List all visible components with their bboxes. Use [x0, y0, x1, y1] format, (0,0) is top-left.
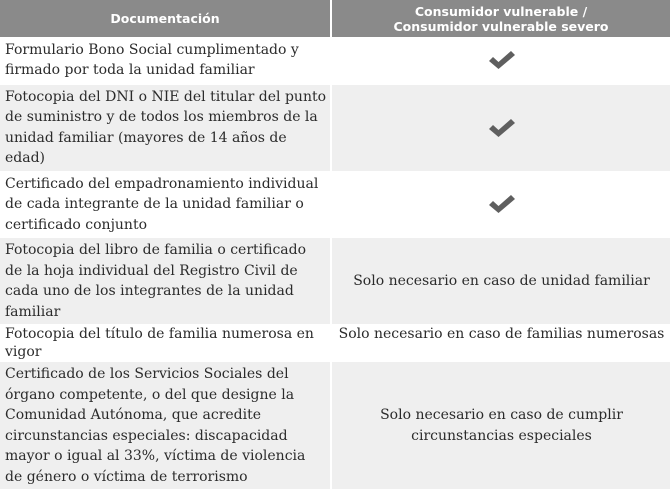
table-header-row — [0, 0, 670, 37]
requirement-cell: Solo necesario en caso de cumplir circunstancias especiales — [331, 362, 670, 490]
requirement-cell — [331, 84, 670, 171]
header-consumer-type — [331, 0, 670, 37]
requirement-cell: Solo necesario en caso de familias numerosas — [331, 325, 670, 362]
requirement-cell: Solo necesario en caso de unidad familiar — [331, 238, 670, 325]
document-cell: Fotocopia del título de familia numerosa en vigor — [0, 325, 331, 362]
check-icon — [487, 193, 517, 215]
table-row — [0, 37, 670, 84]
header-consumer-line2: Consumidor vulnerable severo — [393, 18, 609, 34]
header-documentation — [0, 0, 331, 37]
table-row — [0, 362, 670, 490]
check-icon — [487, 117, 517, 139]
table-row — [0, 171, 670, 238]
header-consumer-line1: Consumidor vulnerable / — [414, 3, 588, 19]
document-cell: Formulario Bono Social cumplimentado y firmado por toda la unidad familiar — [0, 37, 331, 84]
requirement-cell — [331, 171, 670, 238]
table-row — [0, 325, 670, 362]
check-icon — [487, 49, 517, 71]
table-row — [0, 238, 670, 325]
requirement-cell — [331, 37, 670, 84]
document-cell: Fotocopia del libro de familia o certificado de la hoja individual del Registro Civil de cada uno de los integrantes de la unidad familiar — [0, 238, 331, 325]
document-cell: Certificado de los Servicios Sociales del órgano competente, o del que designe la Comunidad Autónoma, que acredite circunstancias especiales: discapacidad mayor o igual al 33%, víctima de violencia de género o víctima de terrorismo — [0, 362, 331, 490]
table-row — [0, 84, 670, 171]
header-documentation-label: Documentación — [110, 11, 220, 26]
document-cell: Certificado del empadronamiento individual de cada integrante de la unidad familiar o certificado conjunto — [0, 171, 331, 238]
document-cell: Fotocopia del DNI o NIE del titular del punto de suministro y de todos los miembros de la unidad familiar (mayores de 14 años de edad) — [0, 84, 331, 171]
